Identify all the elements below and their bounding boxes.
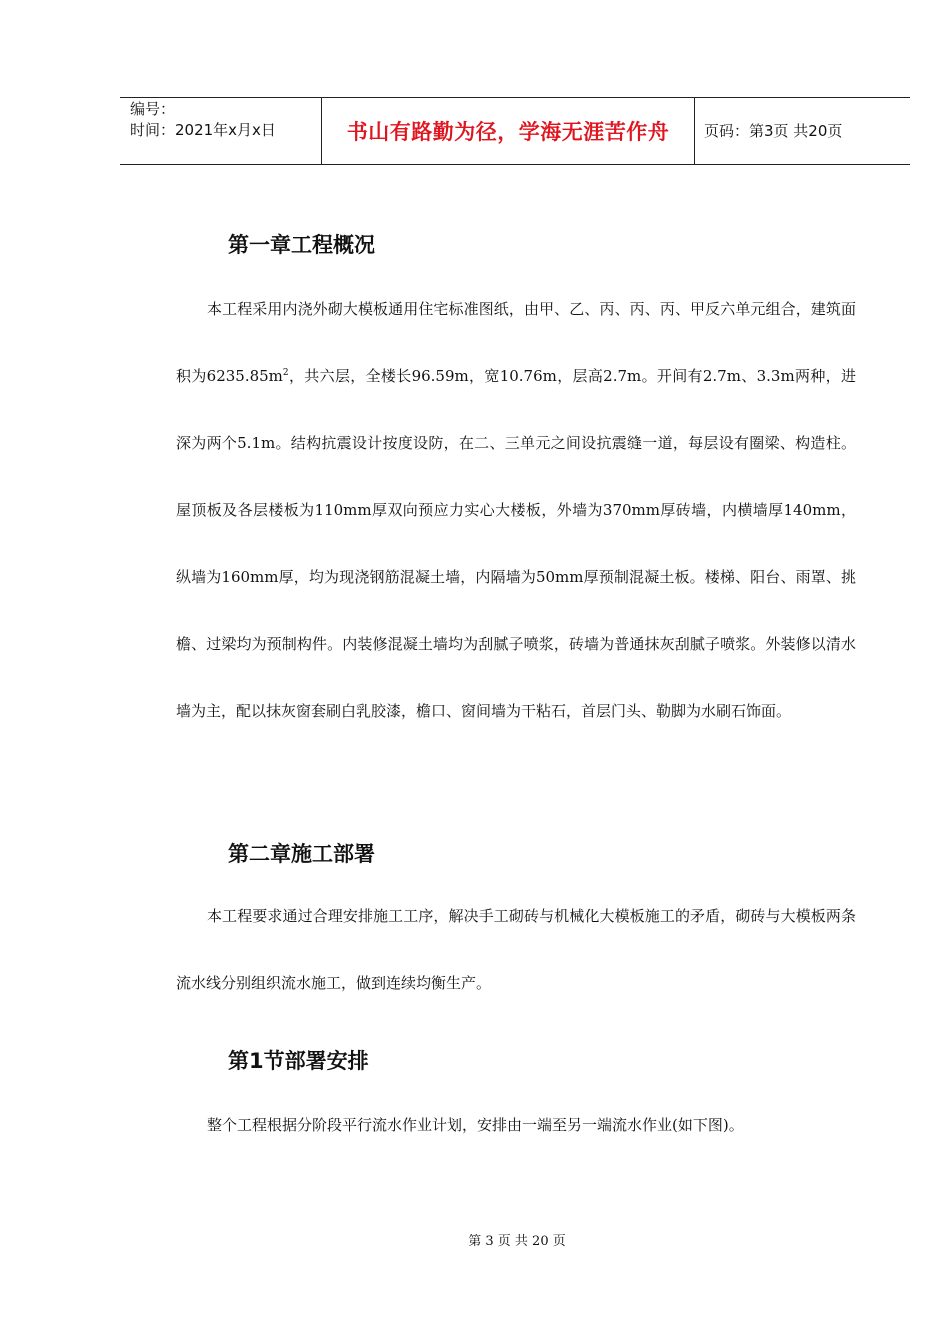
overview-text-part1: 本工程采用内浇外砌大模板通用住宅标准图纸，由甲、乙、丙、丙、丙、甲反六单元组合，建筑面积为6235.85m bbox=[176, 300, 856, 385]
overview-text-part2: ，共六层，全楼长96.59m，宽10.76m，层高2.7m。开间有2.7m、3.3m两种，进深为两个5.1m。结构抗震设计按度设防，在二、三单元之间设抗震缝一道，每层设有圈梁、构造柱。屋顶板及各层楼板为110mm厚双向预应力实心大楼板，外墙为370mm厚砖墙，内横墙厚140mm，纵墙为160mm厚，均为现浇钢筋混凝土墙，内隔墙为50mm厚预制混凝土板。楼梯、阳台、雨罩、挑檐、过梁均为预制构件。内装修混凝土墙均为刮腻子喷浆，砖墙为普通抹灰刮腻子喷浆。外装修以清水墙为主，配以抹灰窗套刷白乳胶漆，檐口、窗间墙为干粘石，首层门头、勒脚为水刷石饰面。 bbox=[176, 367, 856, 720]
page-footer: 第 3 页 共 20 页 bbox=[468, 1234, 566, 1249]
superscript-two: 2 bbox=[282, 368, 289, 378]
header-motto: 书山有路勤为径，学海无涯苦作舟 bbox=[346, 119, 670, 144]
section-paragraph-deployment: 本工程要求通过合理安排施工工序，解决手工砌砖与机械化大模板施工的矛盾，砌砖与大模板两条流水线分别组织流水施工，做到连续均衡生产。 bbox=[176, 907, 856, 992]
header-meta bbox=[130, 99, 276, 141]
header-bottom-border bbox=[120, 164, 910, 165]
header-page-info: 页码：第3页 共20页 bbox=[704, 122, 843, 140]
section-paragraph-arrangement: 整个工程根据分阶段平行流水作业计划，安排由一端至另一端流水作业(如下图)。 bbox=[207, 1116, 744, 1134]
header-divider-2 bbox=[694, 97, 695, 164]
section-heading-arrangement: 第1节部署安排 bbox=[228, 1049, 369, 1073]
document-number-label: 编号： bbox=[130, 100, 176, 118]
section-heading-overview: 第一章工程概况 bbox=[228, 233, 375, 257]
document-date-label: 时间：2021年x月x日 bbox=[130, 121, 276, 139]
section-heading-deployment: 第二章施工部署 bbox=[228, 842, 375, 866]
section-paragraph-overview bbox=[176, 276, 856, 745]
